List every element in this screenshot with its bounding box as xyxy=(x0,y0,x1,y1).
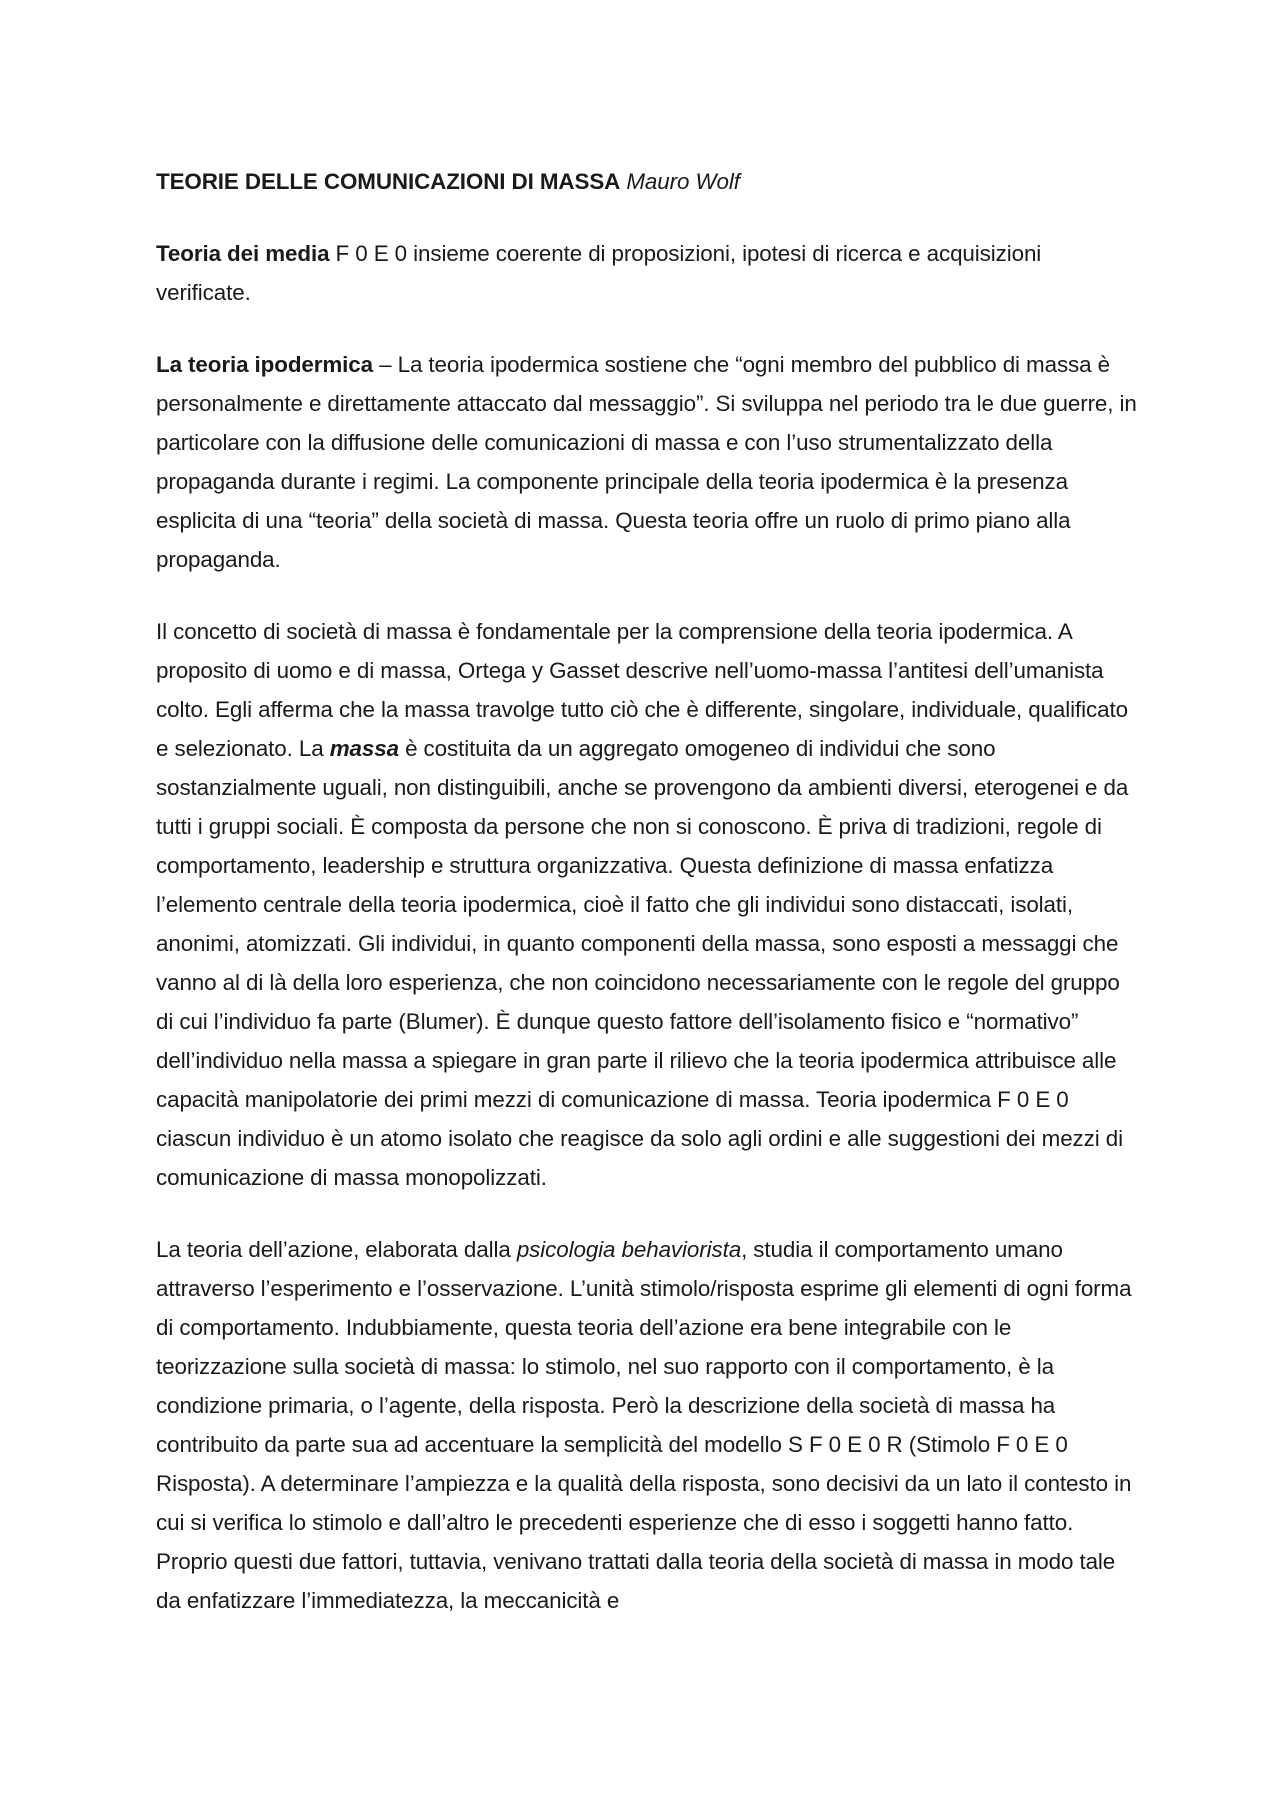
paragraph-text: – La teoria ipodermica sostiene che “ogni membro del pubblico di massa è personalmente e direttamente attaccato dal messaggio”. Si sviluppa nel periodo tra le due guerre, in particolare con la diffusione delle comunicazioni di massa e con l’uso strumentalizzato della propaganda durante i regimi. La componente principale della teoria ipodermica è la presenza esplicita di una “teoria” della società di massa. Questa teoria offre un ruolo di primo piano alla propaganda. xyxy=(156,352,1137,572)
document-title xyxy=(156,162,1141,201)
term-teoria-ipodermica: La teoria ipodermica xyxy=(156,352,373,377)
paragraph-text: F 0 E 0 insieme coerente di proposizioni, ipotesi di ricerca e acquisizioni verificate. xyxy=(156,241,1042,305)
paragraph-teoria-dei-media xyxy=(156,234,1141,312)
term-teoria-dei-media: Teoria dei media xyxy=(156,241,330,266)
paragraph-spacer xyxy=(156,201,1141,234)
paragraph-spacer xyxy=(156,1197,1141,1230)
paragraph-teoria-ipodermica xyxy=(156,345,1141,579)
paragraph-teoria-azione xyxy=(156,1230,1141,1620)
paragraph-spacer xyxy=(156,312,1141,345)
paragraph-text: Il concetto di società di massa è fondamentale per la comprensione della teoria ipodermica. A proposito di uomo e di massa, Ortega y Gasset descrive nell’uomo-massa l’antitesi dell’umanista colto. Egli afferma che la massa travolge tutto ciò che è differente, singolare, individuale, qualificato e selezionato. La xyxy=(156,619,1128,761)
paragraph-text: , studia il comportamento umano attraverso l’esperimento e l’osservazione. L’unità stimolo/risposta esprime gli elementi di ogni forma di comportamento. Indubbiamente, questa teoria dell’azione era bene integrabile con le teorizzazione sulla società di massa: lo stimolo, nel suo rapporto con il comportamento, è la condizione primaria, o l’agente, della risposta. Però la descrizione della società di massa ha contribuito da parte sua ad accentuare la semplicità del modello S F 0 E 0 R (Stimolo F 0 E 0 Risposta). A determinare l’ampiezza e la qualità della risposta, sono decisivi da un lato il contesto in cui si verifica lo stimolo e dall’altro le precedenti esperienze che di esso i soggetti hanno fatto. Proprio questi due fattori, tuttavia, venivano trattati dalla teoria della società di massa in modo tale da enfatizzare l’immediatezza, la meccanicità e xyxy=(156,1237,1132,1613)
paragraph-text: La teoria dell’azione, elaborata dalla xyxy=(156,1237,517,1262)
title-text: TEORIE DELLE COMUNICAZIONI DI MASSA xyxy=(156,169,621,194)
paragraph-text: è costituita da un aggregato omogeneo di individui che sono sostanzialmente uguali, non distinguibili, anche se provengono da ambienti diversi, eterogenei e da tutti i gruppi sociali. È composta da persone che non si conoscono. È priva di tradizioni, regole di comportamento, leadership e struttura organizzativa. Questa definizione di massa enfatizza l’elemento centrale della teoria ipodermica, cioè il fatto che gli individui sono distaccati, isolati, anonimi, atomizzati. Gli individui, in quanto componenti della massa, sono esposti a messaggi che vanno al di là della loro esperienza, che non coincidono necessariamente con le regole del gruppo di cui l’individuo fa parte (Blumer). È dunque questo fattore dell’isolamento fisico e “normativo” dell’individuo nella massa a spiegare in gran parte il rilievo che la teoria ipodermica attribuisce alle capacità manipolatorie dei primi mezzi di comunicazione di massa. Teoria ipodermica F 0 E 0 ciascun individuo è un atomo isolato che reagisce da solo agli ordini e alle suggestioni dei mezzi di comunicazione di massa monopolizzati. xyxy=(156,736,1129,1190)
term-psicologia-behaviorista: psicologia behaviorista xyxy=(516,1237,742,1262)
author-name: Mauro Wolf xyxy=(626,169,740,194)
paragraph-spacer xyxy=(156,579,1141,612)
paragraph-societa-di-massa xyxy=(156,612,1141,1197)
term-massa: massa xyxy=(329,736,399,761)
document-body xyxy=(156,162,1141,1620)
